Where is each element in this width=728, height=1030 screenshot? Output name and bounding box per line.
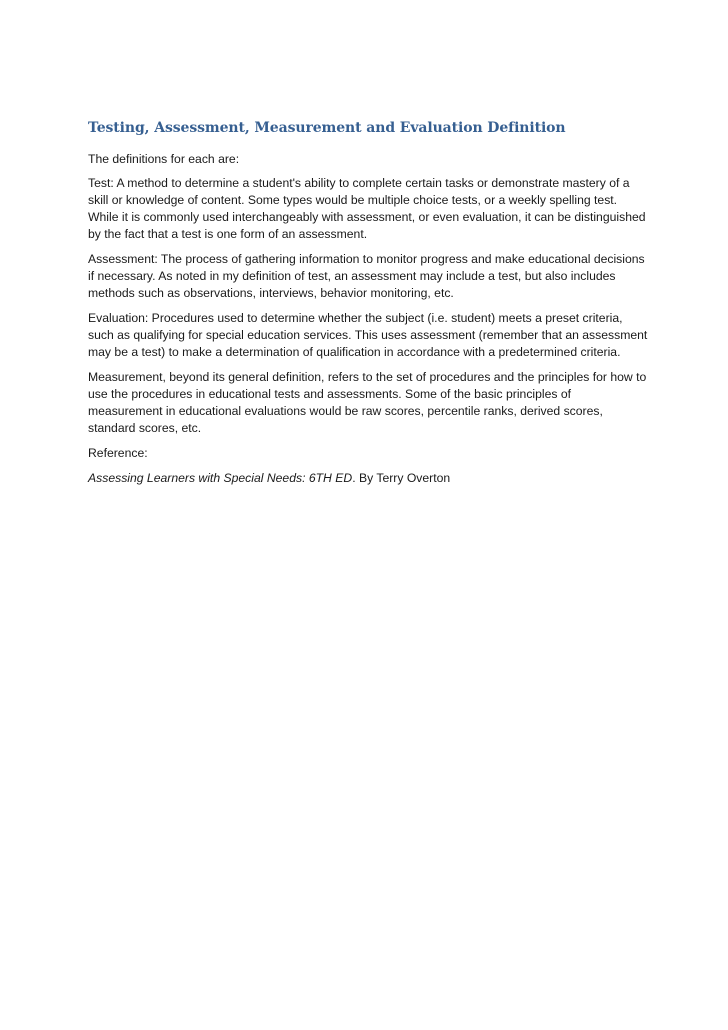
measurement-definition: Measurement, beyond its general definition, refers to the set of procedures and the principles for how to use the procedures in educational tests and assessments. Some of the basic principles of measurement in educational evaluations would be raw scores, percentile ranks, derived scores, standard scores, etc.: [88, 370, 647, 435]
intro-text: The definitions for each are:: [88, 152, 240, 166]
reference-label: Reference:: [88, 446, 148, 460]
document-page: [88, 118, 648, 495]
assessment-definition: Assessment: The process of gathering information to monitor progress and make educational decisions if necessary. As noted in my definition of test, an assessment may include a test, but also includes methods such as observations, interviews, behavior monitoring, etc.: [88, 252, 645, 300]
evaluation-definition: Evaluation: Procedures used to determine whether the subject (i.e. student) meets a preset criteria, such as qualifying for special education services. This uses assessment (remember that an assessment may be a test) to make a determination of qualification in accordance with a predetermined criteria.: [88, 311, 648, 359]
reference-citation: [88, 470, 648, 487]
test-definition: Test: A method to determine a student's ability to complete certain tasks or demonstrate mastery of a skill or knowledge of content. Some types would be multiple choice tests, or a weekly spelling test. While it is commonly used interchangeably with assessment, or even evaluation, it can be distinguished by the fact that a test is one form of an assessment.: [88, 176, 646, 241]
reference-book-title: Assessing Learners with Special Needs: 6TH ED: [88, 471, 353, 485]
document-title: Testing, Assessment, Measurement and Evaluation Definition: [88, 120, 566, 136]
reference-author: . By Terry Overton: [352, 471, 451, 485]
